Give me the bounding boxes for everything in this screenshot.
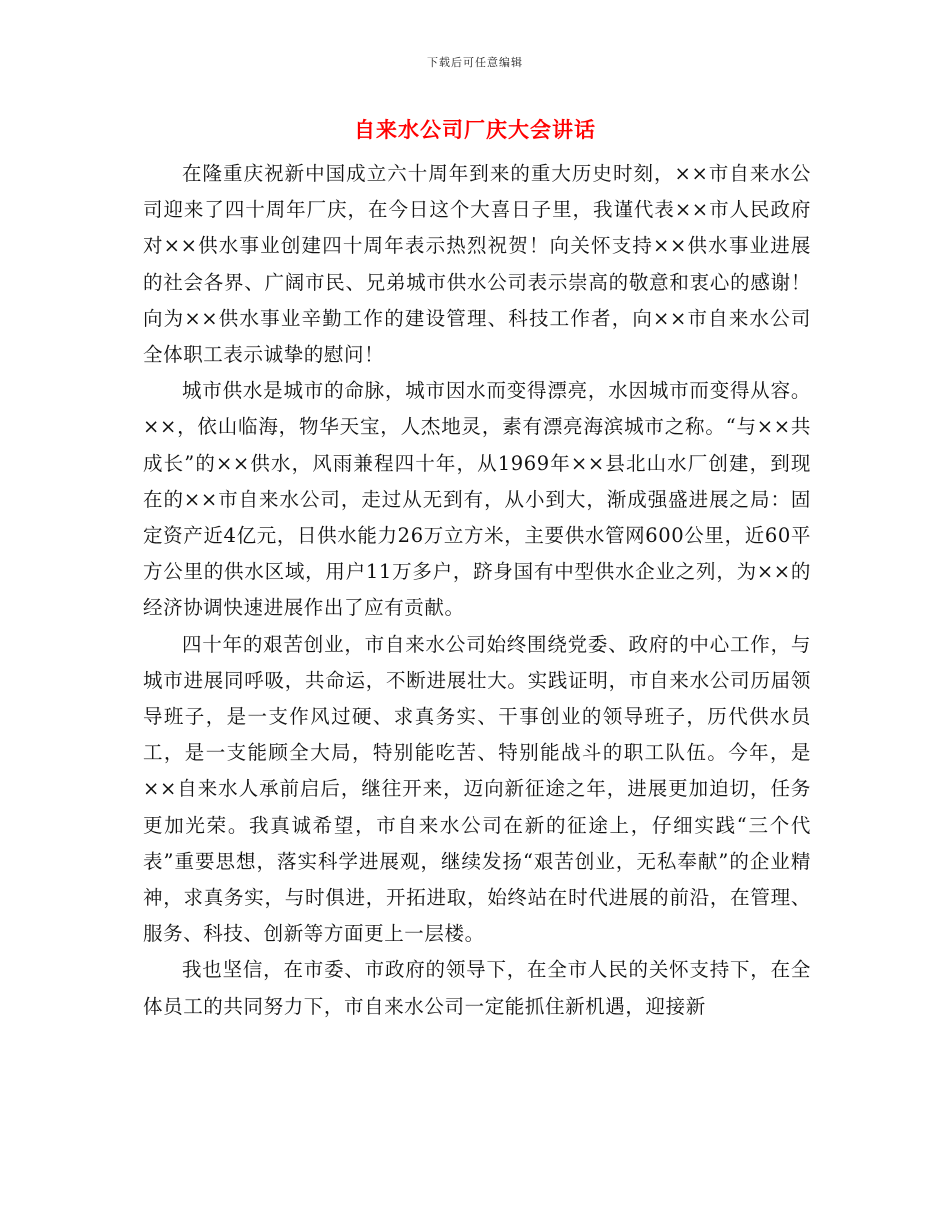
paragraph: 我也坚信，在市委、市政府的领导下，在全市人民的关怀支持下，在全体员工的共同努力下，市自来水公司一定能抓住新机遇，迎接新 (143, 958, 811, 1018)
paragraph: 四十年的艰苦创业，市自来水公司始终围绕党委、政府的中心工作，与城市进展同呼吸，共命运，不断进展壮大。实践证明，市自来水公司历届领导班子，是一支作风过硬、求真务实、干事创业的领导班子，历代供水员工，是一支能顾全大局，特别能吃苦、特别能战斗的职工队伍。今年，是××自来水人承前启后，继往开来，迈向新征途之年，进展更加迫切，任务更加光荣。我真诚希望，市自来水公司在新的征途上，仔细实践“三个代表”重要思想，落实科学进展观，继续发扬“艰苦创业，无私奉献”的企业精神，求真务实，与时俱进，开拓进取，始终站在时代进展的前沿，在管理、服务、科技、创新等方面更上一层楼。 (143, 632, 811, 946)
paragraph: 城市供水是城市的命脉，城市因水而变得漂亮，水因城市而变得从容。××，依山临海，物华天宝，人杰地灵，素有漂亮海滨城市之称。“与××共成长”的××供水，风雨兼程四十年，从1969年××县北山水厂创建，到现在的××市自来水公司，走过从无到有，从小到大，渐成强盛进展之局：固定资产近4亿元，日供水能力26万立方米，主要供水管网600公里，近60平方公里的供水区域，用户11万多户，跻身国有中型供水企业之列，为××的经济协调快速进展作出了应有贡献。 (143, 379, 811, 620)
document-body (143, 156, 811, 1025)
paragraph: 在隆重庆祝新中国成立六十周年到来的重大历史时刻，××市自来水公司迎来了四十周年厂庆，在今日这个大喜日子里，我谨代表××市人民政府对××供水事业创建四十周年表示热烈祝贺！向关怀支持××供水事业进展的社会各界、广阔市民、兄弟城市供水公司表示崇高的敬意和衷心的感谢！向为××供水事业辛勤工作的建设管理、科技工作者，向××市自来水公司全体职工表示诚挚的慰问！ (143, 162, 811, 367)
header-note: 下载后可任意编辑 (427, 56, 523, 69)
document-title: 自来水公司厂庆大会讲话 (354, 118, 596, 142)
